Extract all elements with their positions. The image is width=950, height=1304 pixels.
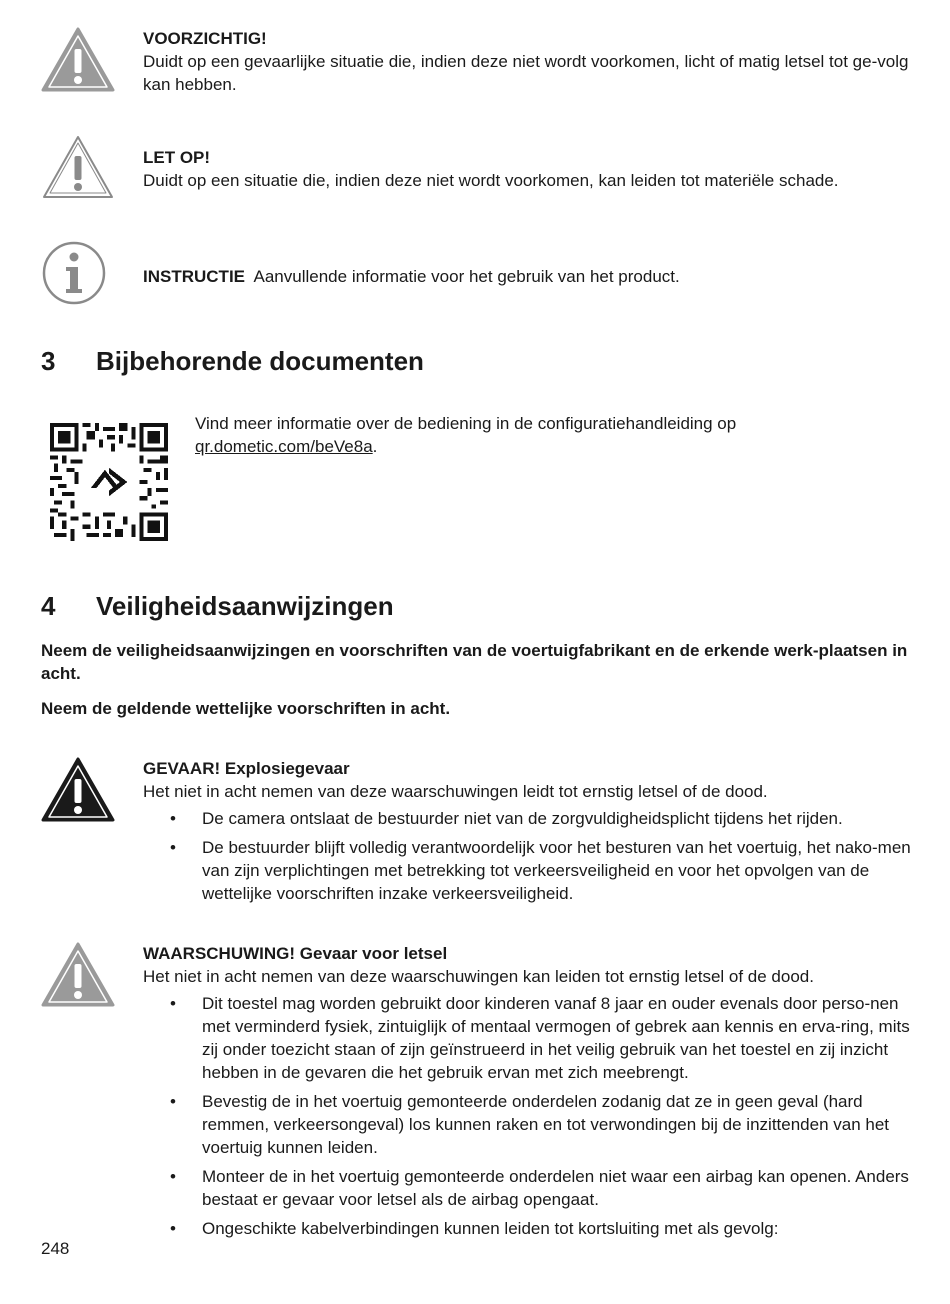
warning-intro: Het niet in acht nemen van deze waarschuwingen kan leiden tot ernstig letsel of de dood. xyxy=(143,967,814,986)
notice-notice xyxy=(143,146,913,192)
caution-text: Duidt op een gevaarlijke situatie die, indien deze niet wordt voorkomen, licht of matig letsel tot ge-volg kan hebben. xyxy=(143,52,909,94)
link-suffix: . xyxy=(372,437,378,456)
warning-triangle-gray-icon xyxy=(41,27,115,93)
warning-notice xyxy=(143,942,913,1246)
danger-title: GEVAAR! Explosiegevaar xyxy=(143,759,350,778)
section-3-text xyxy=(195,412,895,458)
warning-bullet-list xyxy=(143,992,913,1240)
warning-triangle-black-icon xyxy=(41,757,115,823)
caution-title: VOORZICHTIG! xyxy=(143,29,267,48)
warning-title: WAARSCHUWING! Gevaar voor letsel xyxy=(143,944,448,963)
instruction-title: INSTRUCTIE xyxy=(143,267,245,286)
section-3-number: 3 xyxy=(41,346,56,376)
list-item: • De camera ontslaat de bestuurder niet van de zorgvuldigheidsplicht tijdens het rijden. xyxy=(143,807,913,830)
list-item: • Ongeschikte kabelverbindingen kunnen leiden tot kortsluiting met als gevolg: xyxy=(143,1217,913,1240)
section-3-title: Bijbehorende documenten xyxy=(96,346,424,376)
safety-paragraph-2: Neem de geldende wettelijke voorschriften in acht. xyxy=(41,699,451,718)
danger-intro: Het niet in acht nemen van deze waarschuwingen leidt tot ernstig letsel of de dood. xyxy=(143,782,768,801)
section-4-title: Veiligheidsaanwijzingen xyxy=(96,591,394,621)
warning-triangle-gray-icon xyxy=(41,942,115,1008)
list-item: • Bevestig de in het voertuig gemonteerde onderdelen zodanig dat ze in geen geval (hard remmen, verkeersongeval) los kunnen raken en tot verwondingen bij de inzittenden van het voertuig kunnen leiden. xyxy=(143,1090,913,1159)
list-item: • Monteer de in het voertuig gemonteerde onderdelen niet waar een airbag kan openen. Anders bestaat er gevaar voor letsel als de airbag opengaat. xyxy=(143,1165,913,1211)
info-circle-icon xyxy=(41,240,107,306)
danger-notice xyxy=(143,757,913,911)
safety-paragraph-1: Neem de veiligheidsaanwijzingen en voorschriften van de voertuigfabrikant en de erkende werk-plaatsen in acht. xyxy=(41,641,908,683)
section-4-heading xyxy=(41,590,394,622)
qr-code-icon xyxy=(50,423,168,541)
danger-bullet-list xyxy=(143,807,913,905)
caution-notice xyxy=(143,27,913,96)
page-number: 248 xyxy=(41,1239,70,1258)
section-3-heading xyxy=(41,345,424,377)
section-3-description: Vind meer informatie over de bediening in de configuratiehandleiding op xyxy=(195,414,737,433)
notice-title: LET OP! xyxy=(143,148,211,167)
instruction-text: Aanvullende informatie voor het gebruik van het product. xyxy=(253,267,680,286)
config-manual-link[interactable]: qr.dometic.com/beVe8a xyxy=(195,437,373,456)
instruction-notice xyxy=(143,265,913,288)
list-item: • De bestuurder blijft volledig verantwoordelijk voor het besturen van het voertuig, het nako-men van zijn verplichtingen met betrekking tot verkeersveiligheid en voor het opvolgen van de wettelijke voorschriften inzake verkeersveiligheid. xyxy=(143,836,913,905)
list-item: • Dit toestel mag worden gebruikt door kinderen vanaf 8 jaar en ouder evenals door perso-nen met verminderd fysiek, zintuiglijk of mentaal vermogen of gebrek aan kennis en erva-ring, mits zij onder toezicht staan of zijn geïnstrueerd in het veilig gebruik van het toestel en zij inzicht hebben in de gevaren die het gebruik ervan met zich meebrengt. xyxy=(143,992,913,1084)
section-4-number: 4 xyxy=(41,591,56,621)
warning-triangle-outline-icon xyxy=(41,134,115,200)
notice-text: Duidt op een situatie die, indien deze niet wordt voorkomen, kan leiden tot materiële schade. xyxy=(143,171,839,190)
